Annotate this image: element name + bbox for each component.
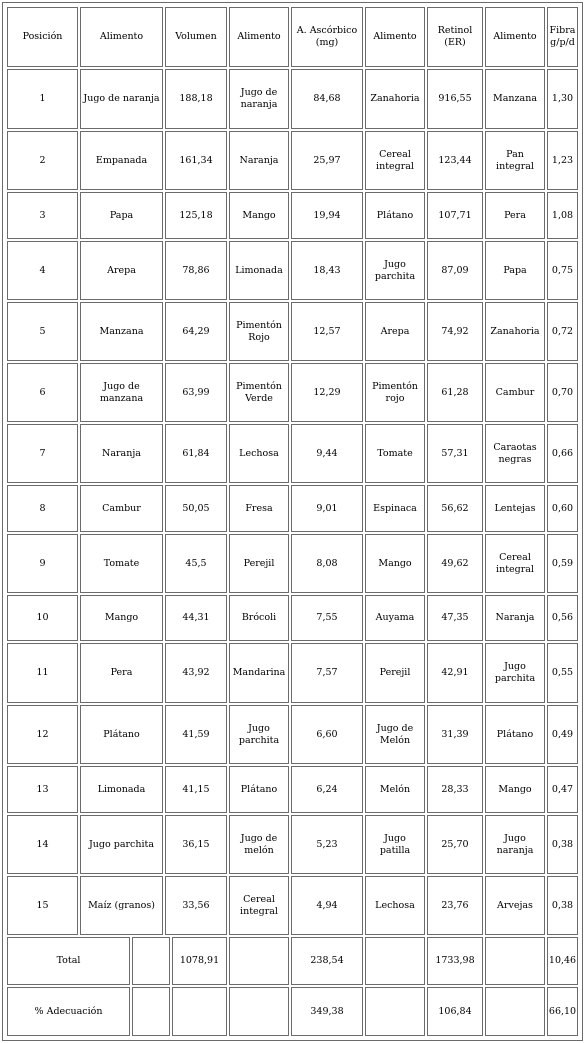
table-cell-posicion: 8 xyxy=(39,502,46,514)
table-cell-posicion: 2 xyxy=(39,154,46,166)
total-cell xyxy=(366,938,424,984)
table-cell-retinol: 87,09 xyxy=(441,264,469,276)
table-cell-fibra: 0,72 xyxy=(551,325,574,337)
table-cell-retinol: 47,35 xyxy=(441,612,469,623)
adecuacion-cell: 349,38 xyxy=(310,1005,344,1017)
table-cell-retinol: 42,91 xyxy=(441,667,469,678)
table-cell-posicion: 12 xyxy=(36,728,49,740)
table-cell-alimento-ascorbico: Mango xyxy=(242,209,276,221)
table-cell-alimento-fibra: Plátano xyxy=(496,728,534,740)
table-cell-alimento-retinol: Plátano xyxy=(376,209,414,221)
adecuacion-cell xyxy=(486,988,544,1035)
total-cell: 238,54 xyxy=(310,955,344,966)
table-cell-volumen: 61,84 xyxy=(182,447,210,459)
table-cell-alimento-fibra: Mango xyxy=(498,783,532,795)
adecuacion-cell xyxy=(133,988,169,1035)
table-cell-ascorbico: 25,97 xyxy=(313,154,341,166)
table-cell-alimento-ascorbico: Jugo parchita xyxy=(238,722,280,746)
table-cell-volumen: 161,34 xyxy=(179,154,213,166)
table-cell-alimento-fibra: Naranja xyxy=(495,612,535,623)
header-alimento-retinol: Alimento xyxy=(373,31,417,42)
table-cell-alimento-ascorbico: Cereal integral xyxy=(240,893,278,917)
table-cell-alimento-fibra: Arvejas xyxy=(497,899,533,911)
table-cell-alimento-fibra: Zanahoria xyxy=(490,325,540,337)
table-cell-retinol: 916,55 xyxy=(438,93,472,104)
table-cell-alimento-volumen: Plátano xyxy=(103,728,140,740)
table-cell-retinol: 61,28 xyxy=(441,386,469,398)
table-cell-alimento-fibra: Papa xyxy=(503,264,527,276)
table-cell-alimento-retinol: Pimentón rojo xyxy=(372,380,418,404)
table-cell-alimento-ascorbico: Mandarina xyxy=(232,667,286,678)
table-cell-fibra: 0,59 xyxy=(551,557,574,569)
table-cell-alimento-fibra: Cereal integral xyxy=(496,551,534,575)
adecuacion-cell xyxy=(173,988,226,1035)
table-cell-volumen: 78,86 xyxy=(182,264,210,276)
table-cell-ascorbico: 5,23 xyxy=(316,838,338,850)
header-alimento-volumen: Alimento xyxy=(99,31,144,42)
table-cell-alimento-volumen: Empanada xyxy=(95,154,148,166)
table-cell-alimento-retinol: Mango xyxy=(378,557,412,569)
table-cell-posicion: 5 xyxy=(39,325,46,337)
table-cell-alimento-volumen: Jugo parchita xyxy=(89,838,154,850)
table-cell-alimento-fibra: Pan integral xyxy=(496,148,534,172)
table-cell-ascorbico: 18,43 xyxy=(313,264,341,276)
table-cell-retinol: 23,76 xyxy=(441,899,469,911)
total-cell xyxy=(486,938,544,984)
adecuacion-cell xyxy=(230,988,288,1035)
table-cell-alimento-fibra: Jugo naranja xyxy=(496,832,534,856)
table-cell-alimento-ascorbico: Lechosa xyxy=(239,447,279,459)
table-cell-fibra: 1,08 xyxy=(551,209,574,221)
table-cell-ascorbico: 12,29 xyxy=(313,386,341,398)
table-cell-posicion: 6 xyxy=(39,386,46,398)
table-cell-alimento-volumen: Pera xyxy=(110,667,133,678)
table-cell-alimento-ascorbico: Fresa xyxy=(245,502,273,514)
table-cell-fibra: 0,75 xyxy=(551,264,574,276)
table-cell-alimento-ascorbico: Limonada xyxy=(235,264,283,276)
table-cell-fibra: 1,30 xyxy=(551,93,574,104)
table-cell-alimento-fibra: Pera xyxy=(504,209,526,221)
table-cell-alimento-retinol: Jugo parchita xyxy=(374,258,416,282)
table-cell-posicion: 3 xyxy=(39,209,46,221)
table-cell-posicion: 7 xyxy=(39,447,46,459)
adecuacion-cell xyxy=(366,988,424,1035)
table-cell-alimento-retinol: Cereal integral xyxy=(376,148,414,172)
table-cell-volumen: 188,18 xyxy=(179,93,213,104)
table-cell-retinol: 107,71 xyxy=(438,209,472,221)
table-cell-volumen: 43,92 xyxy=(182,667,210,678)
table-cell-alimento-retinol: Zanahoria xyxy=(370,93,420,104)
table-cell-ascorbico: 9,44 xyxy=(316,447,338,459)
table-cell-ascorbico: 7,55 xyxy=(316,612,338,623)
table-cell-posicion: 13 xyxy=(36,783,49,795)
table-cell-volumen: 63,99 xyxy=(182,386,210,398)
table-cell-alimento-retinol: Espinaca xyxy=(373,502,417,514)
table-cell-alimento-retinol: Jugo de Melón xyxy=(376,722,414,746)
table-cell-alimento-volumen: Tomate xyxy=(103,557,140,569)
table-cell-ascorbico: 12,57 xyxy=(313,325,341,337)
table-cell-ascorbico: 8,08 xyxy=(316,557,338,569)
table-cell-alimento-volumen: Jugo de naranja xyxy=(83,93,160,104)
table-cell-fibra: 0,56 xyxy=(551,612,574,623)
table-cell-alimento-volumen: Maíz (granos) xyxy=(88,899,155,911)
table-cell-fibra: 0,60 xyxy=(551,502,574,514)
table-cell-alimento-fibra: Jugo parchita xyxy=(494,661,536,684)
table-cell-volumen: 44,31 xyxy=(182,612,210,623)
table-cell-posicion: 14 xyxy=(36,838,49,850)
table-cell-posicion: 10 xyxy=(36,612,49,623)
adecuacion-cell: 106,84 xyxy=(438,1005,472,1017)
table-cell-alimento-fibra: Caraotas negras xyxy=(493,441,537,465)
header-retinol: Retinol (ER) xyxy=(437,25,473,48)
table-cell-posicion: 9 xyxy=(39,557,46,569)
table-cell-alimento-volumen: Arepa xyxy=(107,264,136,276)
table-cell-ascorbico: 9,01 xyxy=(316,502,338,514)
table-cell-alimento-retinol: Jugo patilla xyxy=(379,832,411,856)
table-cell-alimento-fibra: Cambur xyxy=(495,386,535,398)
table-cell-fibra: 0,70 xyxy=(551,386,574,398)
header-posicion: Posición xyxy=(22,31,63,42)
table-cell-volumen: 125,18 xyxy=(179,209,213,221)
table-cell-alimento-volumen: Naranja xyxy=(102,447,141,459)
table-cell-alimento-retinol: Tomate xyxy=(377,447,413,459)
table-cell-alimento-volumen: Manzana xyxy=(99,325,144,337)
table-cell-alimento-volumen: Cambur xyxy=(102,502,141,514)
table-cell-fibra: 0,55 xyxy=(551,667,574,678)
header-alimento-ascorbico: Alimento xyxy=(237,31,281,42)
table-cell-fibra: 0,49 xyxy=(551,728,574,740)
table-cell-posicion: 11 xyxy=(36,667,49,678)
table-cell-volumen: 41,59 xyxy=(182,728,210,740)
table-cell-alimento-ascorbico: Pimentón Rojo xyxy=(236,319,282,343)
table-cell-volumen: 45,5 xyxy=(185,557,207,569)
total-cell xyxy=(230,938,288,984)
table-cell-alimento-retinol: Perejil xyxy=(379,667,411,678)
table-cell-alimento-retinol: Lechosa xyxy=(375,899,415,911)
table-cell-retinol: 28,33 xyxy=(441,783,469,795)
table-cell-alimento-retinol: Auyama xyxy=(375,612,415,623)
total-cell: Total xyxy=(56,955,81,966)
table-cell-alimento-volumen: Jugo de manzana xyxy=(99,380,144,404)
total-cell: 1733,98 xyxy=(435,955,475,966)
table-cell-fibra: 1,23 xyxy=(551,154,574,166)
table-cell-ascorbico: 6,60 xyxy=(316,728,338,740)
table-cell-volumen: 41,15 xyxy=(182,783,210,795)
table-cell-alimento-volumen: Papa xyxy=(109,209,134,221)
table-cell-volumen: 64,29 xyxy=(182,325,210,337)
adecuacion-cell: % Adecuación xyxy=(34,1005,103,1017)
table-cell-posicion: 4 xyxy=(39,264,46,276)
table-cell-posicion: 15 xyxy=(36,899,49,911)
header-ascorbico: A. Ascórbico (mg) xyxy=(296,25,358,48)
table-cell-fibra: 0,47 xyxy=(551,783,574,795)
table-cell-alimento-ascorbico: Pimentón Verde xyxy=(236,380,282,404)
table-cell-retinol: 31,39 xyxy=(441,728,469,740)
table-cell-alimento-ascorbico: Plátano xyxy=(240,783,278,795)
table-cell-volumen: 50,05 xyxy=(182,502,210,514)
table-cell-ascorbico: 84,68 xyxy=(313,93,341,104)
header-alimento-fibra: Alimento xyxy=(493,31,537,42)
adecuacion-cell: 66,10 xyxy=(548,1005,577,1017)
table-cell-retinol: 25,70 xyxy=(441,838,469,850)
table-cell-retinol: 57,31 xyxy=(441,447,469,459)
table-cell-alimento-ascorbico: Jugo de naranja xyxy=(240,87,278,110)
table-cell-retinol: 123,44 xyxy=(438,154,472,166)
table-cell-alimento-volumen: Limonada xyxy=(97,783,146,795)
total-cell xyxy=(133,938,169,984)
header-fibra: Fibra g/p/d xyxy=(549,25,576,48)
table-cell-alimento-ascorbico: Naranja xyxy=(239,154,279,166)
table-cell-fibra: 0,38 xyxy=(551,899,574,911)
table-cell-ascorbico: 6,24 xyxy=(316,783,338,795)
table-cell-posicion: 1 xyxy=(39,93,46,104)
table-cell-volumen: 33,56 xyxy=(182,899,210,911)
table-cell-alimento-retinol: Arepa xyxy=(380,325,410,337)
table-cell-retinol: 74,92 xyxy=(441,325,469,337)
table-cell-fibra: 0,38 xyxy=(551,838,574,850)
table-cell-alimento-volumen: Mango xyxy=(104,612,139,623)
table-cell-ascorbico: 19,94 xyxy=(313,209,341,221)
header-volumen: Volumen xyxy=(175,31,217,42)
table-cell-alimento-ascorbico: Brócoli xyxy=(241,612,277,623)
table-cell-fibra: 0,66 xyxy=(551,447,574,459)
table-cell-alimento-retinol: Melón xyxy=(379,783,411,795)
table-cell-alimento-ascorbico: Jugo de melón xyxy=(240,832,278,856)
table-cell-volumen: 36,15 xyxy=(182,838,210,850)
total-cell: 1078,91 xyxy=(179,955,220,966)
table-cell-retinol: 49,62 xyxy=(441,557,469,569)
table-cell-ascorbico: 7,57 xyxy=(316,667,338,678)
table-cell-retinol: 56,62 xyxy=(441,502,469,514)
total-cell: 10,46 xyxy=(548,955,577,966)
table-cell-ascorbico: 4,94 xyxy=(316,899,338,911)
table-cell-alimento-ascorbico: Perejil xyxy=(243,557,275,569)
table-cell-alimento-fibra: Manzana xyxy=(493,93,537,104)
table-cell-alimento-fibra: Lentejas xyxy=(494,502,536,514)
